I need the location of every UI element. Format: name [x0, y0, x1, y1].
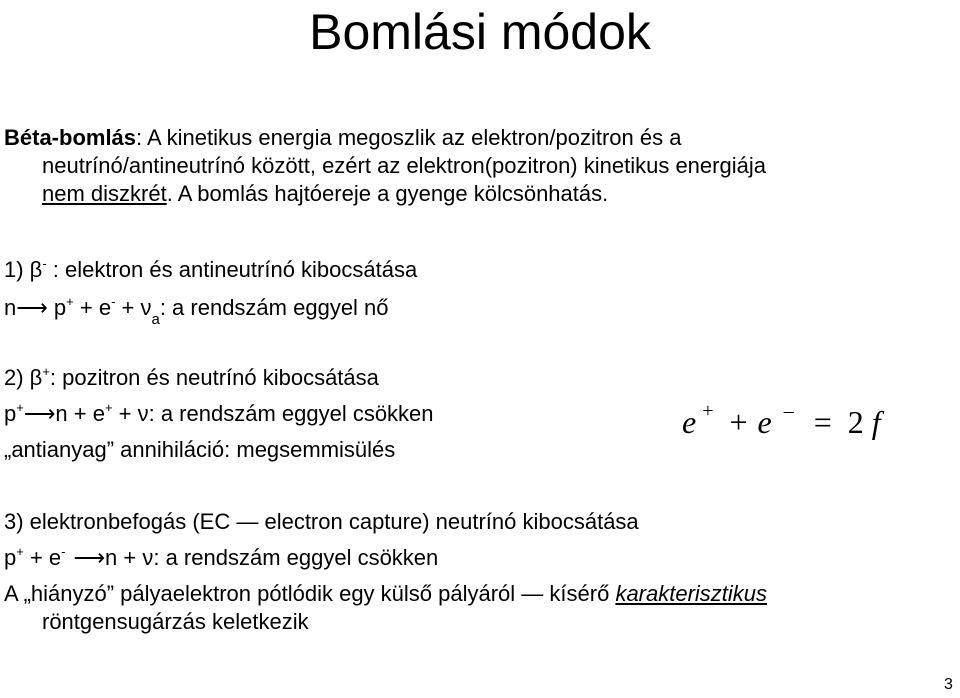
- page-number: 3: [944, 676, 953, 693]
- eq-electron-e: e: [757, 404, 772, 440]
- eq-proton: p: [4, 401, 17, 426]
- eq-positron-charge: +: [702, 400, 714, 422]
- ec-eq-text: n + ν: a rendszám eggyel csökken: [105, 545, 439, 570]
- ec-line-3: [4, 580, 767, 607]
- beta-minus-eq-text: : a rendszám eggyel nő: [159, 295, 389, 320]
- nu-subscript: a: [151, 311, 160, 328]
- beta-plus-heading-text: : pozitron és neutrínó kibocsátása: [49, 365, 379, 390]
- beta-minus-sup: -: [42, 256, 47, 271]
- eq-positron-e: e: [682, 404, 697, 440]
- ec-line-4: röntgensugárzás keletkezik: [42, 609, 309, 634]
- eq-neutron: n: [4, 295, 17, 320]
- beta-minus-equation: [4, 294, 389, 328]
- annihilation-equation: [682, 402, 881, 442]
- beta-minus-symbol: 1) β: [4, 257, 43, 282]
- plus-sup: +: [16, 544, 24, 559]
- plus-sup: +: [104, 400, 113, 415]
- intro-term: Béta-bomlás: [4, 125, 137, 150]
- beta-plus-symbol: 2) β: [4, 365, 43, 390]
- right-arrow-icon: ⟶: [16, 295, 48, 320]
- minus-sup: -: [61, 544, 66, 559]
- slide-title: Bomlási módok: [309, 4, 651, 60]
- right-arrow-icon: ⟶: [23, 401, 56, 426]
- eq-plus-operator: +: [729, 404, 748, 440]
- antimatter-line: „antianyag” annihiláció: megsemmisülés: [4, 437, 396, 462]
- not-discrete-text: nem diszkrét: [42, 181, 167, 206]
- beta-plus-equation: [4, 400, 434, 427]
- ec-line-3-text: A „hiányzó” pályaelektron pótlódik egy külső pályáról — kísérő: [4, 581, 616, 606]
- intro-line-3: [42, 180, 608, 207]
- intro-line-2: neutrínó/antineutrínó között, ezért az elektron(pozitron) kinetikus energiája: [42, 153, 766, 178]
- intro-line-1: [4, 124, 681, 151]
- eq-electron-charge: –: [783, 400, 794, 422]
- ec-equation: [4, 544, 438, 571]
- characteristic-text: karakterisztikus: [615, 581, 768, 606]
- ec-heading: 3) elektronbefogás (EC — electron capture) neutrínó kibocsátása: [4, 509, 639, 534]
- right-arrow-icon: ⟶: [73, 545, 106, 570]
- minus-sup: -: [111, 294, 116, 309]
- beta-plus-eq-text: + ν: a rendszám eggyel csökken: [112, 401, 434, 426]
- beta-minus-heading: [4, 256, 417, 283]
- eq-proton: p: [4, 545, 17, 570]
- beta-minus-heading-text: : elektron és antineutrínó kibocsátása: [46, 257, 418, 282]
- eq-equals: =: [813, 404, 832, 440]
- intro-line-3-text: . A bomlás hajtóereje a gyenge kölcsönhatás.: [166, 181, 609, 206]
- plus-sup: +: [66, 294, 74, 309]
- eq-neutron-positron: n + e: [55, 401, 105, 426]
- eq-antineutrino: + ν: [115, 295, 152, 320]
- eq-electron: + e: [73, 295, 112, 320]
- intro-line-1-text: : A kinetikus energia megoszlik az elektron/pozitron és a: [136, 125, 682, 150]
- eq-coefficient: 2: [847, 404, 864, 440]
- beta-plus-sup: +: [42, 364, 50, 379]
- eq-proton: p: [47, 295, 67, 320]
- eq-photon-f: f: [871, 404, 881, 440]
- plus-sup: +: [16, 400, 24, 415]
- eq-electron: + e: [23, 545, 62, 570]
- beta-plus-heading: [4, 364, 379, 391]
